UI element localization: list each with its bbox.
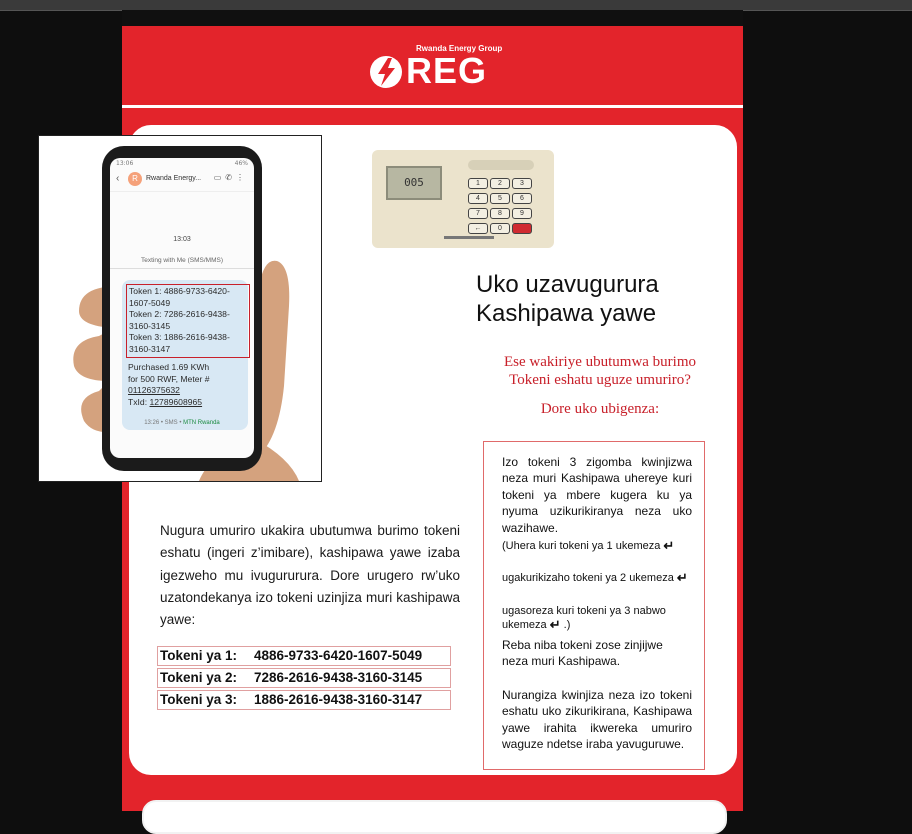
footer-time: 13:26 • SMS • [144, 420, 184, 426]
message-channel: Texting with Me (SMS/MMS) [110, 257, 254, 269]
meter-key: 7 [468, 208, 488, 219]
status-battery: 46% [234, 160, 248, 167]
txid-label: TxId: [128, 396, 150, 407]
meter-display: 005 [386, 166, 442, 200]
sms-line: 1607-5049 [129, 297, 171, 308]
step-end: .) [563, 619, 571, 631]
sms-line: Token 3: 1886-2616-9438- [129, 332, 230, 343]
meter-key: 2 [490, 178, 510, 189]
meter-slot [468, 160, 534, 170]
step-text: ugasoreza kuri tokeni ya 3 nabwo ukemeza [502, 605, 666, 631]
meter-key: 3 [512, 178, 532, 189]
sms-line: 3160-3145 [129, 320, 171, 331]
page-top-band [122, 10, 743, 26]
message-header [110, 169, 254, 192]
meter-key: 6 [512, 193, 532, 204]
message-date: 13:03 [173, 236, 191, 243]
avatar: R [128, 172, 142, 186]
header-divider [122, 105, 743, 108]
sms-line: Token 1: 4886-9733-6420- [129, 286, 230, 296]
sms-line: Purchased 1.69 KWh [128, 362, 210, 372]
status-time: 13:06 [116, 160, 134, 167]
sms-token-box [126, 284, 250, 358]
txid-line [128, 397, 210, 409]
token-row [157, 668, 451, 688]
instruction-paragraph: Reba niba tokeni zose zinjijwe neza muri Kashipawa. [502, 638, 663, 668]
sms-line: 3160-3147 [129, 343, 171, 354]
intro-paragraph: Nugura umuriro ukakira ubutumwa burimo tokeni eshatu (ingeri z’imibare), kashipawa yawe izaba igezweho mu ivugururura. Dore urugero rw’uko uzatondekanya izo tokeni uzinjiza muri kashipawa yawe: [160, 523, 460, 628]
contact-name: Rwanda Energy... [146, 175, 202, 182]
step-text: ugakurikizaho tokeni ya 2 ukemeza [502, 572, 674, 584]
meter-enter-key [512, 223, 532, 234]
token-row [157, 646, 451, 666]
meter-key: 8 [490, 208, 510, 219]
title-line: Uko uzavugurura [476, 271, 659, 298]
token-value: 7286-2616-9438-3160-3145 [254, 670, 423, 685]
instruction-step [502, 571, 692, 585]
sms-line: for 500 RWF, Meter # [128, 373, 210, 384]
message-footer [110, 420, 254, 426]
sms-purchase-info [128, 362, 210, 408]
phone-sms-illustration [38, 135, 322, 482]
enter-key-icon: ↵ [663, 538, 675, 553]
instruction-step [502, 539, 692, 553]
meter-key: 1 [468, 178, 488, 189]
token-value: 4886-9733-6420-1607-5049 [254, 648, 423, 663]
meter-key: 9 [512, 208, 532, 219]
page-title [476, 270, 716, 328]
next-card-edge [142, 800, 727, 834]
instructions-box [483, 441, 705, 770]
token-label: Tokeni ya 1: [160, 648, 238, 663]
token-row [157, 690, 451, 710]
footer-network: MTN Rwanda [183, 420, 220, 426]
question-text [484, 353, 716, 389]
brand-name: Rwanda Energy Group [416, 44, 503, 53]
enter-key-icon: ↵ [676, 570, 688, 585]
phone-screen [110, 158, 254, 458]
question-line: Ese wakiriye ubutumwa burimo [503, 354, 697, 370]
instruction-paragraph: Izo tokeni 3 zigomba kwinjizwa neza muri Kashipawa uhereye kuri tokeni ya mbere kugera ku ya nyuma uzikurikiranya neza uko wazihawe. [502, 455, 692, 535]
meter-key: ← [468, 223, 488, 234]
sms-line: Token 2: 7286-2616-9438- [129, 309, 230, 320]
meter-key: 5 [490, 193, 510, 204]
question-line: Tokeni eshatu uguze umuriro? [509, 372, 691, 388]
token-value: 1886-2616-9438-3160-3147 [254, 692, 423, 707]
call-menu-icons: ▭✆⋮ [213, 173, 248, 182]
back-arrow-icon: ‹ [116, 173, 120, 184]
token-list [157, 646, 451, 712]
sms-bubble [122, 280, 248, 430]
title-line: Kashipawa yawe [476, 300, 657, 327]
prepaid-meter-photo [372, 150, 554, 248]
token-label: Tokeni ya 3: [160, 692, 238, 707]
enter-key-icon: ↵ [549, 617, 561, 632]
instruction-step [502, 604, 692, 632]
meter-label-strip [444, 236, 494, 239]
step-text: (Uhera kuri tokeni ya 1 ukemeza [502, 540, 661, 552]
txid-link[interactable]: 12789608965 [149, 396, 203, 407]
reg-logo [368, 44, 503, 96]
meter-keypad [468, 178, 530, 234]
meter-key: 4 [468, 193, 488, 204]
instruction-paragraph: Nurangiza kwinjiza neza izo tokeni eshatu uko zikurikirana, Kashipawa yawe irahita ikwereka umuriro waguze ndetse iraba yavuguruwe. [502, 688, 692, 752]
token-label: Tokeni ya 2: [160, 670, 238, 685]
brand-logo-text: REG [406, 50, 488, 91]
lightning-globe-icon [368, 54, 404, 90]
meter-number-link[interactable]: 01126375632 [128, 385, 180, 396]
meter-key: 0 [490, 223, 510, 234]
how-to-label: Dore uko ubigenza: [540, 401, 660, 417]
